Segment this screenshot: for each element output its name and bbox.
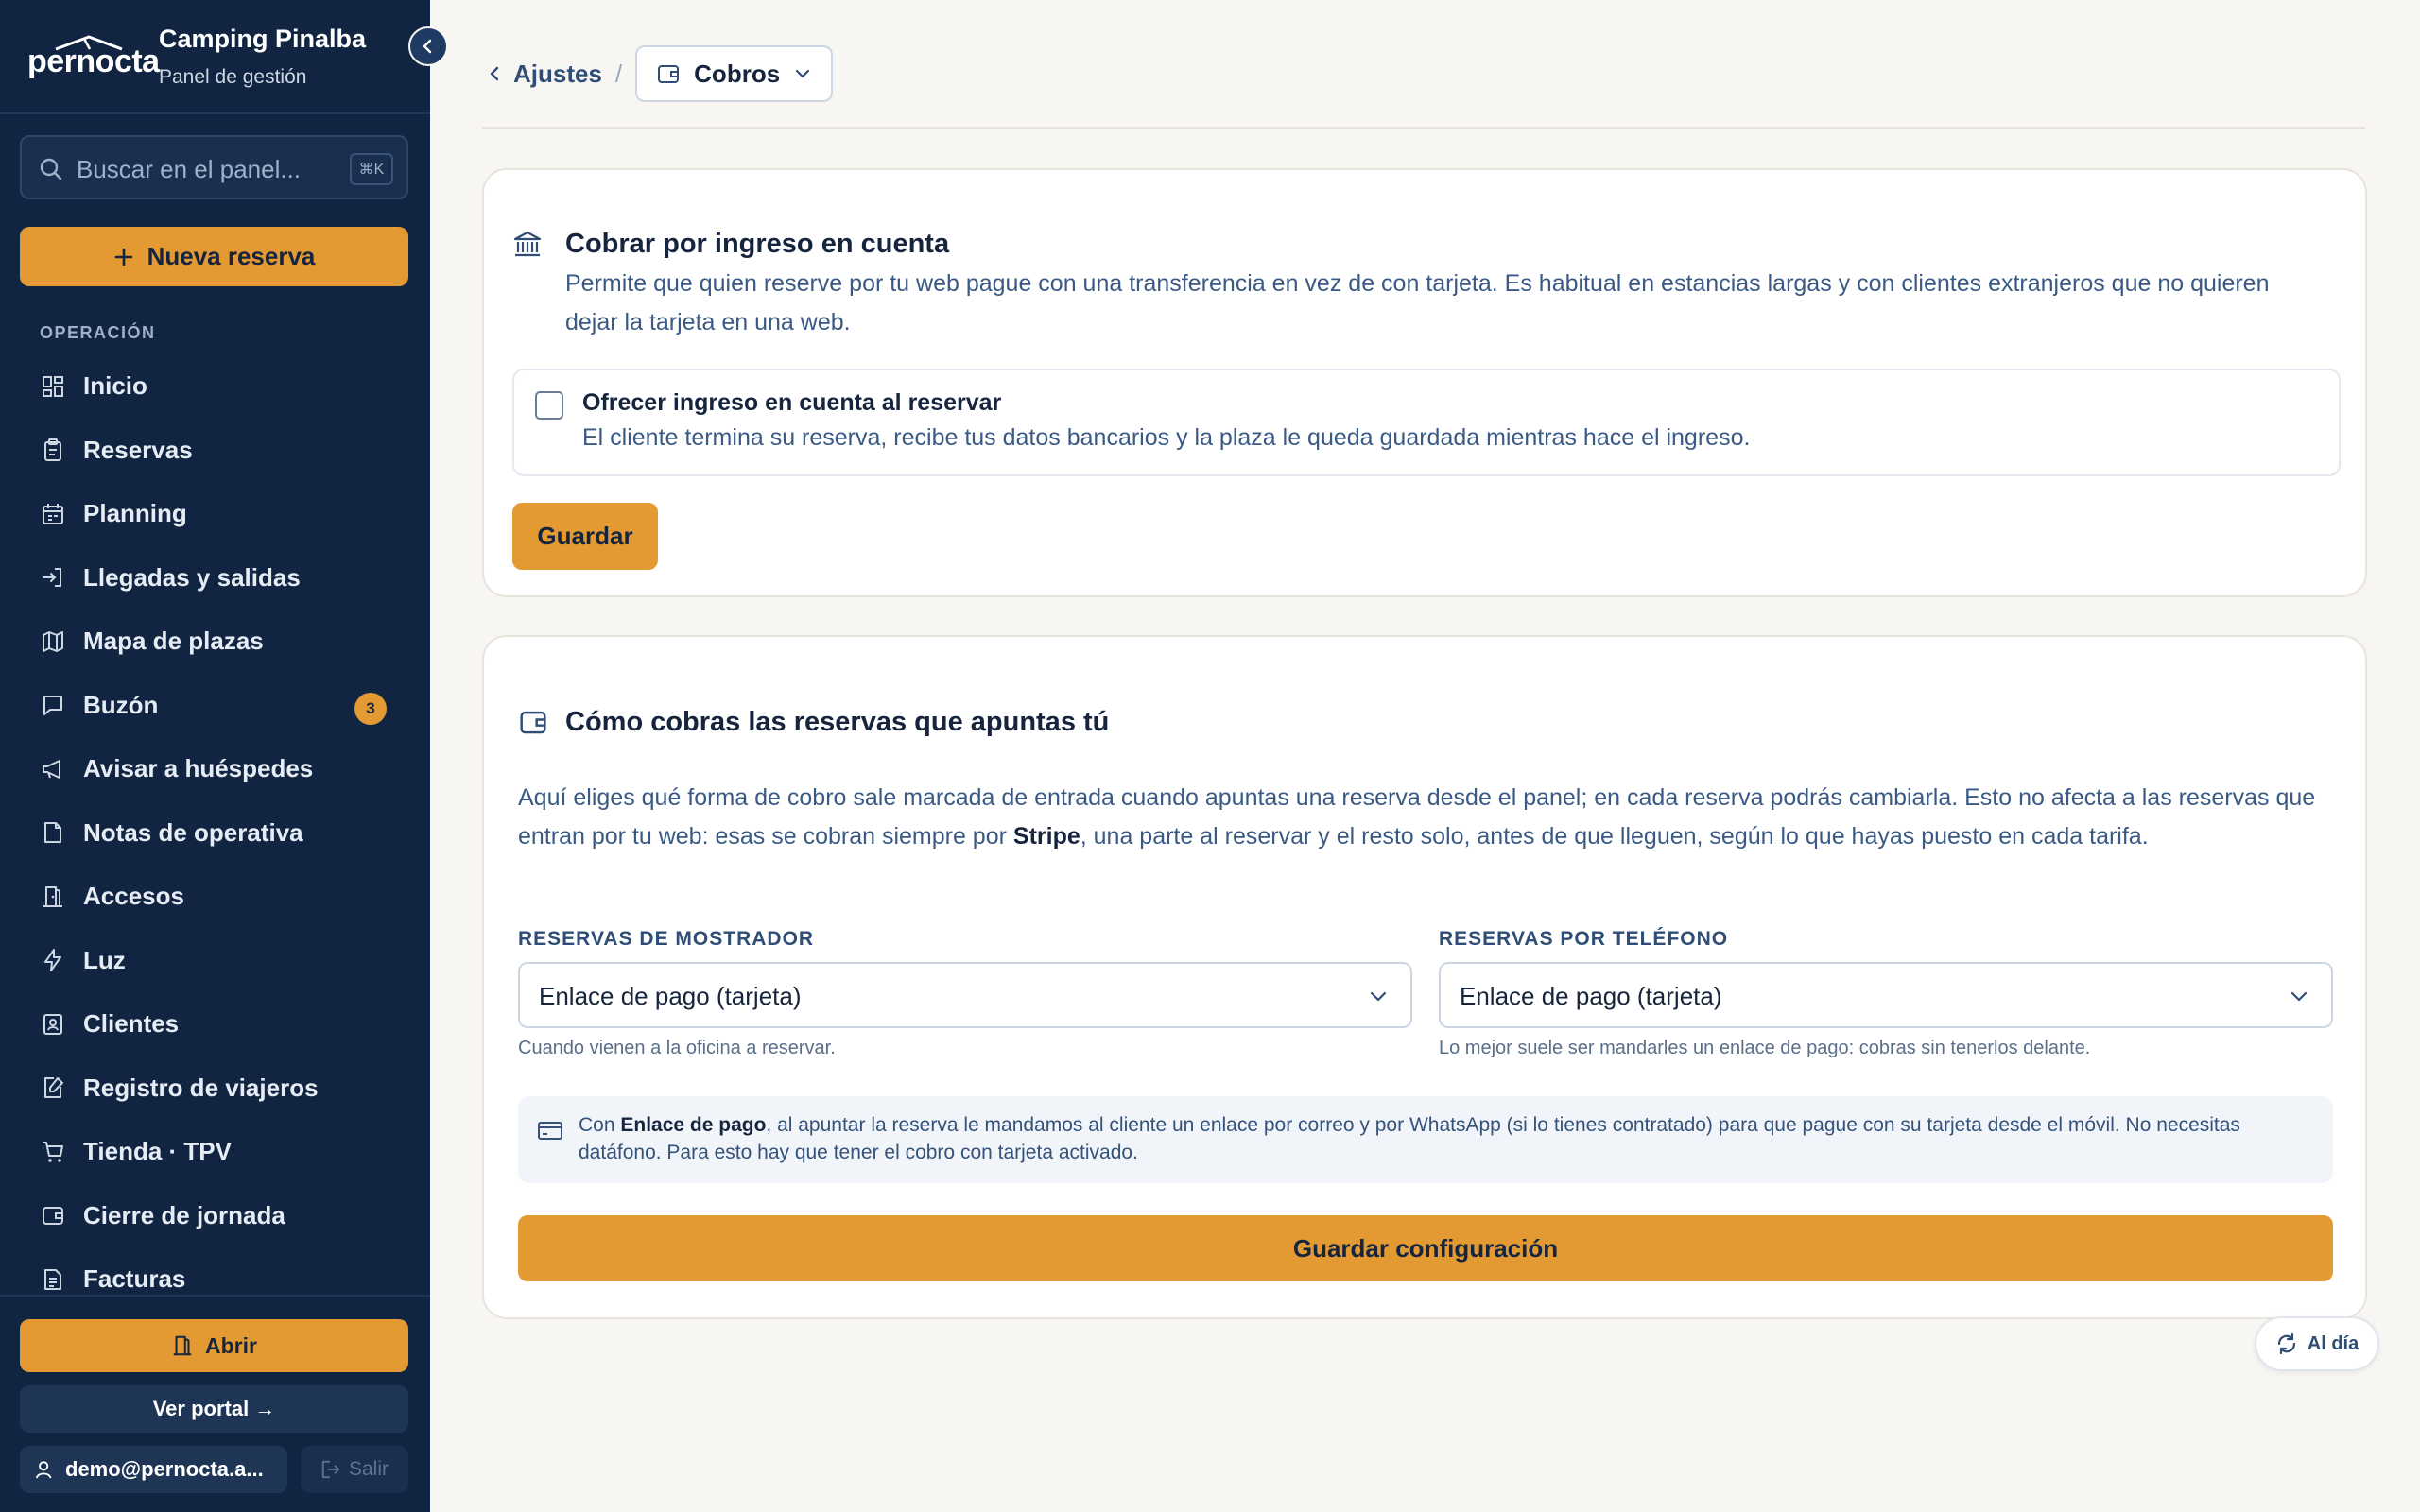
sidebar-item-clientes[interactable] [0, 992, 430, 1057]
offer-bank-transfer-checkbox[interactable] [535, 391, 563, 420]
sidebar-item-label: Planning [83, 499, 187, 528]
camp-subtitle: Panel de gestión [159, 66, 307, 88]
sidebar-item-label: Llegadas y salidas [83, 562, 301, 592]
logout-icon [320, 1459, 341, 1480]
sidebar-item-label: Tienda · TPV [83, 1137, 232, 1166]
desc-text-a: Aquí eliges qué forma de cobro sale marcada de entrada cuando apuntas una reserva desde el panel; en cada reserva podrás cambiarla. Esto no afecta a las reservas que entran por tu web: esas se cobran siempre por [518, 784, 2316, 850]
sidebar-item-label: Clientes [83, 1009, 180, 1039]
payment-link-term: Enlace de pago [620, 1114, 767, 1136]
open-button-label: Abrir [205, 1332, 257, 1358]
contact-icon [40, 1011, 66, 1038]
sidebar-item-label: Accesos [83, 882, 184, 911]
section-selector[interactable] [635, 45, 833, 102]
sidebar-item-label: Buzón [83, 690, 159, 719]
sidebar-item-mapa[interactable] [0, 610, 430, 674]
manual-card-title: Cómo cobras las reservas que apuntas tú [565, 707, 1110, 737]
sidebar-item-label: Inicio [83, 371, 147, 401]
sidebar-item-notas[interactable] [0, 801, 430, 866]
sidebar-item-llegadas[interactable] [0, 546, 430, 610]
bank-card-description: Permite que quien reserve por tu web pague con una transferencia en vez de con tarjeta. Es habitual en estancias largas y con clientes extranjeros que no quieren dejar la tarjeta en una web. [565, 270, 2270, 335]
door-open-icon [171, 1334, 194, 1357]
bank-transfer-option[interactable] [512, 369, 2341, 476]
bank-transfer-card [482, 168, 2367, 597]
sidebar-item-label: Notas de operativa [83, 817, 303, 847]
sidebar-item-cierre[interactable] [0, 1184, 430, 1248]
refresh-icon [2275, 1332, 2298, 1355]
search-shortcut: ⌘K [350, 153, 393, 185]
wallet-icon [518, 707, 548, 737]
stripe-text: Stripe [1012, 823, 1080, 850]
plus-icon [113, 247, 134, 267]
sidebar-nav [0, 354, 430, 1312]
user-email: demo@pernocta.a... [65, 1457, 264, 1481]
sidebar-item-buzon[interactable] [0, 674, 430, 738]
clipboard-icon [40, 437, 66, 463]
calendar-icon [40, 501, 66, 527]
sidebar-item-accesos[interactable] [0, 865, 430, 929]
manual-card-description [518, 779, 2324, 856]
pernocta-logo[interactable] [27, 34, 160, 79]
new-reservation-label: Nueva reserva [147, 242, 316, 270]
checkbox-description: El cliente termina su reserva, recibe tus datos bancarios y la plaza le queda guardada mientras hace el ingreso. [582, 424, 1751, 451]
chevron-down-icon [2288, 985, 2310, 1007]
bank-icon [512, 229, 543, 259]
info-prefix: Con [579, 1114, 621, 1136]
breadcrumb [487, 45, 833, 102]
header-divider [482, 127, 2365, 129]
sync-status-button[interactable] [2255, 1316, 2379, 1371]
counter-select-value: Enlace de pago (tarjeta) [539, 982, 802, 1010]
credit-card-icon [537, 1117, 563, 1143]
open-button[interactable] [20, 1319, 408, 1372]
edit-doc-icon [40, 1074, 66, 1101]
counter-payment-select[interactable] [518, 962, 1412, 1028]
checkbox-title: Ofrecer ingreso en cuenta al reservar [582, 389, 1002, 416]
info-text [579, 1111, 2308, 1166]
sync-status-label: Al día [2307, 1332, 2360, 1354]
search-input[interactable] [20, 135, 408, 199]
sidebar-item-tienda[interactable] [0, 1120, 430, 1184]
section-selector-value: Cobros [694, 59, 781, 88]
counter-help: Cuando vienen a la oficina a reservar. [518, 1038, 836, 1058]
back-to-settings-link[interactable] [487, 60, 602, 89]
info-rest: , al apuntar la reserva le mandamos al cliente un enlace por correo y por WhatsApp (si lo tienes contratado) para que pague con su tarjeta desde el móvil. No necesitas datáfono. Para esto hay que tener el cobro con tarjeta activado. [579, 1114, 2240, 1163]
sidebar-item-label: Luz [83, 945, 126, 974]
nav-section-label: OPERACIÓN [40, 323, 156, 342]
search-placeholder: Buscar en el panel... [77, 155, 302, 183]
brand-header [0, 0, 430, 114]
manual-payment-card [482, 635, 2367, 1319]
sidebar-item-label: Facturas [83, 1264, 186, 1294]
unread-badge: 3 [354, 693, 387, 725]
chevron-down-icon [793, 64, 812, 83]
search-icon [39, 157, 63, 181]
chevron-left-icon [420, 38, 437, 55]
login-icon [40, 564, 66, 591]
door-icon [40, 884, 66, 910]
sidebar-item-avisar[interactable] [0, 737, 430, 801]
sidebar-item-label: Avisar a huéspedes [83, 754, 314, 783]
chevron-down-icon [1367, 985, 1390, 1007]
sidebar-item-inicio[interactable] [0, 354, 430, 419]
sidebar-item-planning[interactable] [0, 482, 430, 546]
megaphone-icon [40, 756, 66, 782]
save-configuration-button[interactable]: Guardar configuración [518, 1215, 2333, 1281]
invoice-icon [40, 1266, 66, 1293]
logo-text: pernocta [27, 43, 160, 79]
view-portal-button[interactable]: Ver portal → [20, 1385, 408, 1433]
user-icon [35, 1459, 56, 1480]
message-icon [40, 692, 66, 718]
new-reservation-button[interactable] [20, 227, 408, 286]
phone-select-value: Enlace de pago (tarjeta) [1460, 982, 1722, 1010]
counter-label: RESERVAS DE MOSTRADOR [518, 928, 815, 950]
camp-name: Camping Pinalba [159, 25, 367, 53]
breadcrumb-separator: / [614, 59, 623, 88]
logout-button[interactable] [301, 1446, 408, 1493]
sidebar [0, 0, 430, 1512]
user-account-button[interactable] [20, 1446, 287, 1493]
bank-card-title: Cobrar por ingreso en cuenta [565, 229, 950, 259]
save-button[interactable]: Guardar [512, 503, 658, 570]
desc-text-b: , una parte al reservar y el resto solo, antes de que lleguen, según lo que hayas puesto en cada tarifa. [1080, 823, 2149, 850]
sidebar-item-label: Mapa de plazas [83, 627, 264, 656]
payment-link-info [518, 1096, 2333, 1183]
sidebar-item-reservas[interactable] [0, 419, 430, 483]
collapse-sidebar-button[interactable] [408, 26, 448, 66]
map-icon [40, 628, 66, 655]
back-label: Ajustes [513, 59, 602, 88]
sidebar-item-label: Cierre de jornada [83, 1200, 285, 1229]
phone-payment-select[interactable] [1439, 962, 2333, 1028]
phone-help: Lo mejor suele ser mandarles un enlace de pago: cobras sin tenerlos delante. [1439, 1038, 2091, 1058]
cart-icon [40, 1139, 66, 1165]
sidebar-item-luz[interactable] [0, 929, 430, 993]
note-icon [40, 819, 66, 846]
sidebar-item-label: Registro de viajeros [83, 1073, 319, 1102]
sidebar-item-label: Reservas [83, 435, 193, 464]
bolt-icon [40, 947, 66, 973]
wallet-icon [656, 61, 681, 86]
chevron-left-icon [487, 65, 502, 82]
sidebar-footer [0, 1295, 430, 1512]
sidebar-item-registro[interactable] [0, 1057, 430, 1121]
grid-icon [40, 373, 66, 400]
phone-label: RESERVAS POR TELÉFONO [1439, 928, 1729, 950]
wallet-icon [40, 1202, 66, 1228]
logout-label: Salir [348, 1458, 389, 1480]
